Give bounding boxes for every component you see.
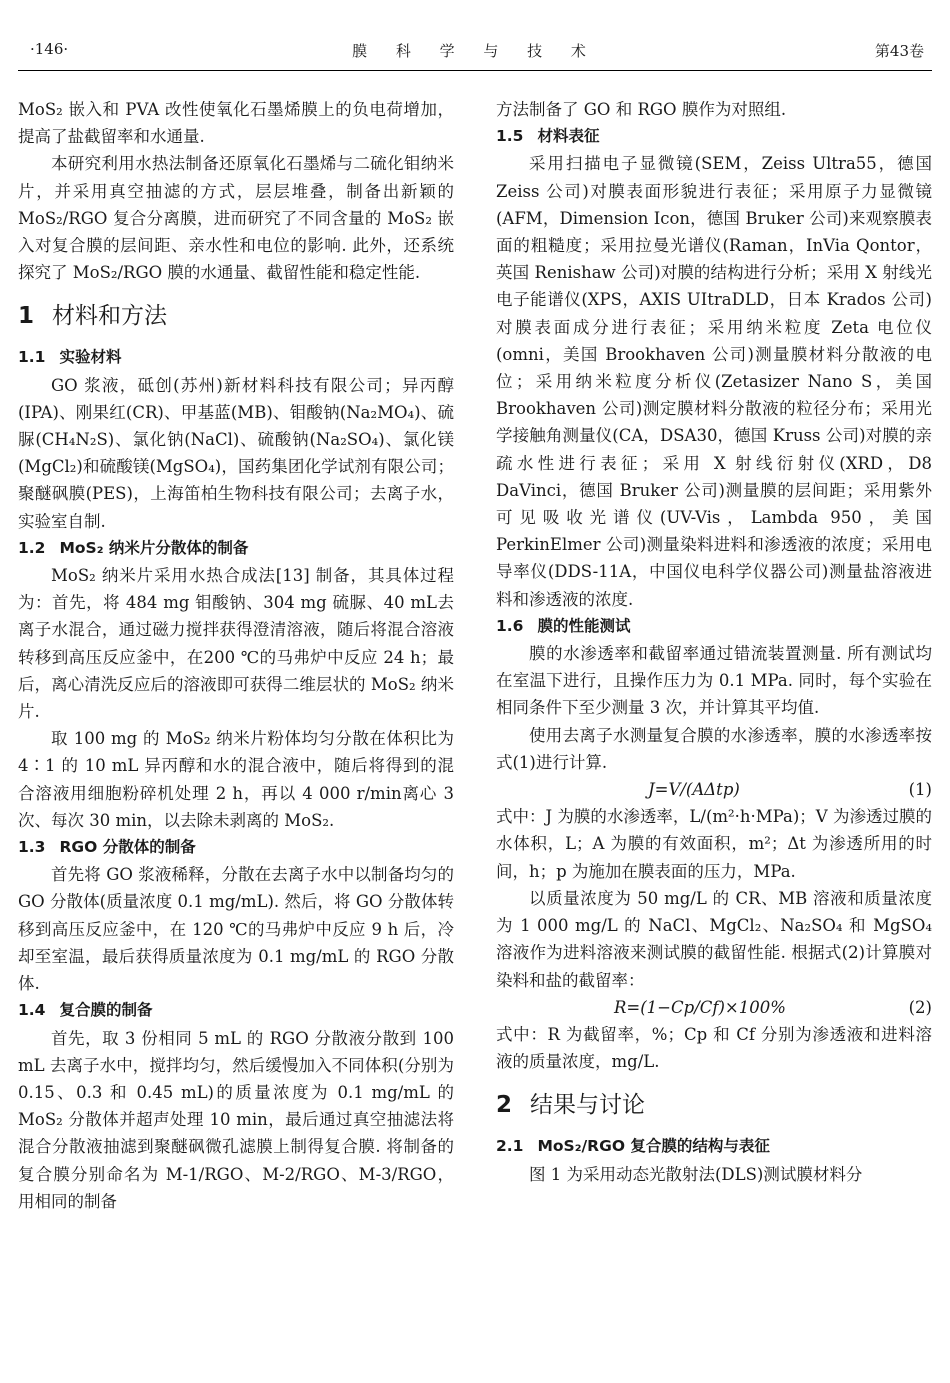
performance-paragraph-2: 使用去离子水测量复合膜的水渗透率，膜的水渗透率按式(1)进行计算.: [496, 725, 932, 772]
subsection-1-4-heading: [18, 997, 454, 1024]
subsection-title: MoS₂ 纳米片分散体的制备: [59, 538, 249, 557]
intro-paragraph-2: 本研究利用水热法制备还原氧化石墨烯与二硫化钼纳米片，并采用真空抽滤的方式，层层堆叠，制备出新颖的 MoS₂/RGO 复合分离膜，进而研究了不同含量的 MoS₂ 嵌入对复合膜的层间距、亲水性和电位的影响. 此外，还系统探究了 MoS₂/RGO 膜的水通量、截留性能和稳定性能.: [18, 154, 454, 283]
equation-2-description: 式中：R 为截留率，%；Cp 和 Cf 分别为渗透液和进料溶液的质量浓度，mg/L.: [496, 1024, 932, 1072]
subsection-number: 1.3: [18, 838, 46, 857]
subsection-1-6-heading: [496, 613, 932, 640]
materials-paragraph: GO 浆液，砥创(苏州)新材料科技有限公司；异丙醇(IPA)、刚果红(CR)、甲基蓝(MB)、钼酸钠(Na₂MO₄)、硫脲(CH₄N₂S)、氯化钠(NaCl)、硫酸钠(Na₂SO₄)、氯化镁(MgCl₂)和硫酸镁(MgSO₄)，国药集团化学试剂有限公司；聚醚砜膜(PES)，上海笛柏生物科技有限公司；去离子水，实验室自制.: [18, 375, 454, 531]
subsection-number: 1.1: [18, 348, 46, 367]
subsection-1-2-heading: [18, 535, 454, 562]
section-number: 1: [18, 303, 35, 330]
subsection-1-5-heading: [496, 123, 932, 150]
subsection-title: RGO 分散体的制备: [59, 838, 196, 857]
continued-paragraph: 方法制备了 GO 和 RGO 膜作为对照组.: [496, 100, 787, 119]
running-header: [18, 40, 932, 64]
equation-2: [496, 994, 932, 1021]
equation-1-body: J=V/(AΔtp): [648, 780, 740, 800]
subsection-number: 1.6: [496, 616, 524, 635]
performance-paragraph-3: 以质量浓度为 50 mg/L 的 CR、MB 溶液和质量浓度为 1 000 mg/L 的 NaCl、MgCl₂、Na₂SO₄ 和 MgSO₄ 溶液作为进料溶液来测试膜的截留性能. 根据式(2)计算膜对染料和盐的截留率：: [496, 888, 932, 990]
composite-membrane-paragraph: 首先，取 3 份相同 5 mL 的 RGO 分散液分散到 100 mL 去离子水中，搅拌均匀，然后缓慢加入不同体积(分别为 0.15、0.3 和 0.45 mL)的质量浓度为 0.1 mg/mL 的 MoS₂ 分散体并超声处理 10 min，最后通过真空抽滤法将混合分散液抽滤到聚醚砜微孔滤膜上制得复合膜. 将制备的复合膜分别命名为 M-1/RGO、M-2/RGO、M-3/RGO，用相同的制备: [18, 1028, 454, 1211]
subsection-title: MoS₂/RGO 复合膜的结构与表征: [537, 1137, 770, 1156]
header-rule: [18, 70, 932, 71]
equation-1-number: (1): [908, 780, 932, 800]
equation-1: [496, 776, 932, 803]
page-number: ·146·: [30, 40, 69, 58]
journal-title: 膜 科 学 与 技 术: [352, 42, 598, 60]
mos2-prep-paragraph-2: 取 100 mg 的 MoS₂ 纳米片粉体均匀分散在体积比为 4∶1 的 10 mL 异丙醇和水的混合液中，随后将得到的混合溶液用细胞粉碎机处理 2 h，再以 4 000 r/min离心 3 次、每次 30 min，以去除未剥离的 MoS₂.: [18, 729, 454, 830]
subsection-1-3-heading: [18, 834, 454, 861]
volume-label: 第43卷: [874, 42, 924, 60]
characterization-paragraph: 采用扫描电子显微镜(SEM，Zeiss Ultra55，德国 Zeiss 公司)对膜表面形貌进行表征；采用原子力显微镜(AFM，Dimension Icon，德国 Bruker 公司)来观察膜表面的粗糙度；采用拉曼光谱仪(Raman，InVia Qontor，英国 Renishaw 公司)对膜的结构进行分析；采用 X 射线光电子能谱仪(XPS，AXIS UItraDLD，日本 Krados 公司)对膜表面成分进行表征；采用纳米粒度 Zeta 电位仪(omni，美国 Brookhaven 公司)测量膜材料分散液的电位；采用纳米粒度分析仪(Zetasizer Nano S，美国 Brookhaven 公司)测定膜材料分散液的粒径分布；采用光学接触角测量仪(CA，DSA30，德国 Kruss 公司)对膜的亲疏水性进行表征；采用 X 射线衍射仪(XRD，D8 DaVinci，德国 Bruker 公司)测量膜的层间距；采用紫外可见吸收光谱仪(UV-Vis，Lambda 950，美国 PerkinElmer 公司)测量染料进料和渗透液的浓度；采用电导率仪(DDS-11A，中国仪电科学仪器公司)测量盐溶液进料和渗透液的浓度.: [496, 154, 932, 609]
section-title: 材料和方法: [52, 303, 168, 330]
subsection-number: 1.4: [18, 1001, 46, 1020]
intro-paragraph-1: MoS₂ 嵌入和 PVA 改性使氧化石墨烯膜上的负电荷增加，提高了盐截留率和水通量.: [18, 100, 454, 147]
equation-2-body: R=(1−Cp/Cf)×100%: [614, 997, 786, 1017]
mos2-prep-paragraph-1: MoS₂ 纳米片采用水热合成法[13] 制备，其具体过程为：首先，将 484 mg 钼酸钠、304 mg 硫脲、40 mL去离子水混合，通过磁力搅拌获得澄清溶液，随后将混合溶液转移到高压反应釜中，在200 ℃的马弗炉中反应 24 h；最后，离心清洗反应后的溶液即可获得二维层状的 MoS₂ 纳米片.: [18, 566, 454, 722]
performance-paragraph-1: 膜的水渗透率和截留率通过错流装置测量. 所有测试均在室温下进行，且操作压力为 0.1 MPa. 同时，每个实验在相同条件下至少测量 3 次，并计算其平均值.: [496, 644, 932, 718]
subsection-number: 1.5: [496, 127, 524, 146]
equation-2-number: (2): [908, 997, 932, 1017]
right-column: [496, 96, 932, 1188]
subsection-number: 2.1: [496, 1137, 524, 1156]
section-title: 结果与讨论: [530, 1092, 646, 1119]
subsection-2-1-heading: [496, 1133, 932, 1160]
section-number: 2: [496, 1092, 513, 1119]
left-column: [18, 96, 454, 1215]
equation-1-description: 式中：J 为膜的水渗透率，L/(m²·h·MPa)；V 为渗透过膜的水体积，L；A 为膜的有效面积，m²；Δt 为渗透所用的时间，h；p 为施加在膜表面的压力，MPa.: [496, 807, 932, 881]
rgo-prep-paragraph: 首先将 GO 浆液稀释，分散在去离子水中以制备均匀的 GO 分散体(质量浓度 0.1 mg/mL). 然后，将 GO 分散体转移到高压反应釜中，在 120 ℃的马弗炉中反应 9 h 后，冷却至室温，最后获得质量浓度为 0.1 mg/mL 的 RGO 分散体.: [18, 865, 454, 994]
section-1-heading: [18, 300, 454, 332]
subsection-1-1-heading: [18, 344, 454, 371]
subsection-title: 膜的性能测试: [537, 616, 631, 635]
section-2-heading: [496, 1089, 932, 1121]
subsection-title: 材料表征: [537, 127, 600, 146]
subsection-number: 1.2: [18, 538, 46, 557]
results-paragraph: 图 1 为采用动态光散射法(DLS)测试膜材料分: [529, 1164, 863, 1184]
subsection-title: 复合膜的制备: [59, 1001, 153, 1020]
subsection-title: 实验材料: [59, 348, 122, 367]
